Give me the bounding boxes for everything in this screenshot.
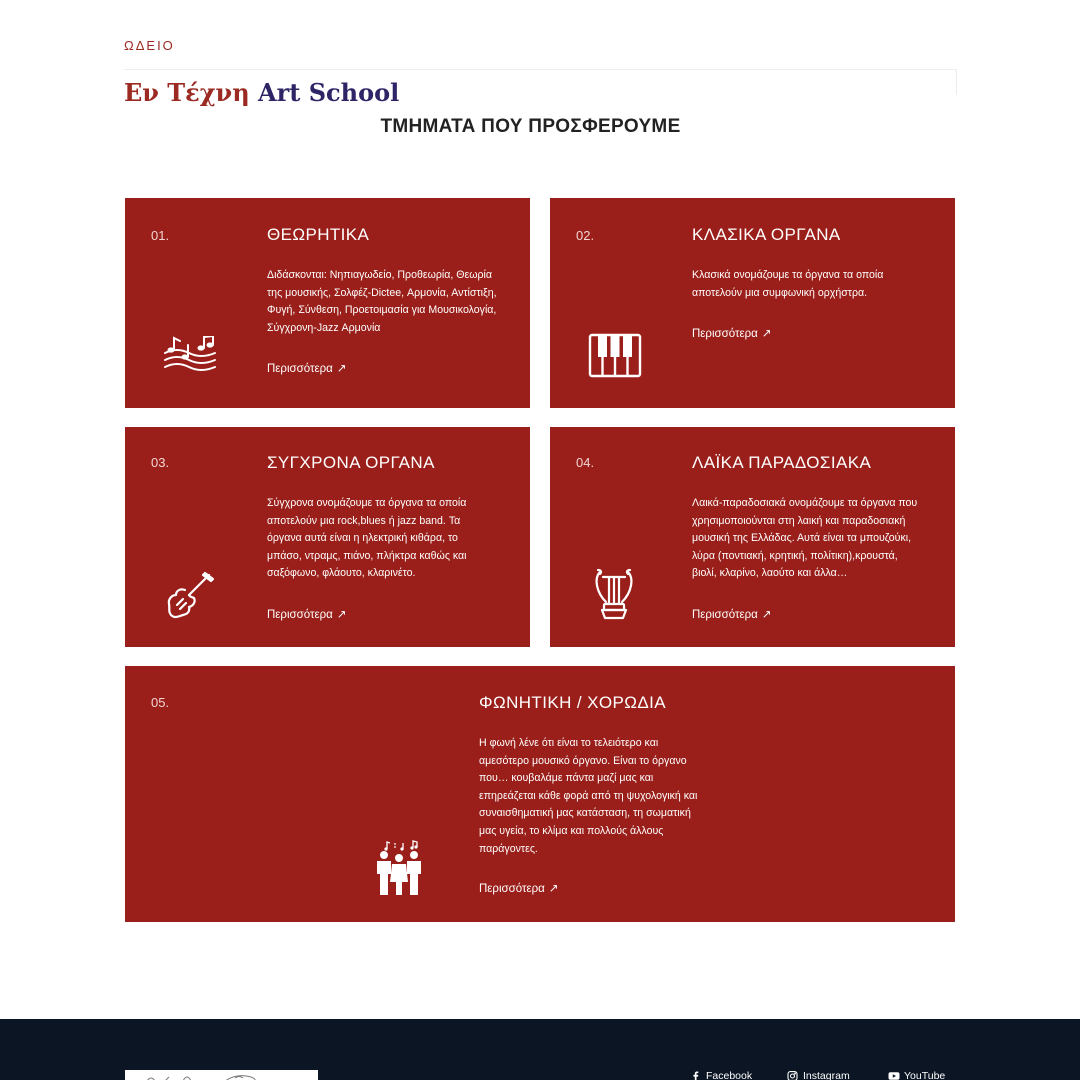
- more-link[interactable]: [267, 361, 346, 375]
- social-label: Facebook: [706, 1070, 753, 1080]
- card-title: ΚΛΑΣΙΚΑ ΟΡΓΑΝΑ: [692, 225, 841, 244]
- instagram-icon: [787, 1071, 798, 1080]
- site-footer: [0, 1019, 1080, 1080]
- logo-text-greek: Εν Τέχνη: [124, 78, 250, 107]
- more-link[interactable]: [479, 881, 558, 895]
- arrow-up-right-icon: ↗: [548, 883, 559, 895]
- card-number: 01.: [151, 228, 170, 243]
- footer-logo[interactable]: [125, 1070, 318, 1080]
- card-title: ΘΕΩΡΗΤΙΚΑ: [267, 225, 370, 244]
- card-description: Η φωνή λένε ότι είναι το τελειότερο και αμεσότερο μουσικό όργανο. Είναι το όργανο που… κουβαλάμε πάντα μαζί μας και επηρεάζεται κάθε φορά από τη ψυχολογική και συναισθηματική μας κατάσταση, τη σωματική μας υγεία, το κλίμα και πολλούς άλλους παράγοντες.: [479, 737, 698, 855]
- department-card-classical: [550, 198, 955, 408]
- department-card-vocal: [125, 666, 955, 922]
- more-link[interactable]: [692, 326, 771, 340]
- card-title: ΛΑΪΚΑ ΠΑΡΑΔΟΣΙΑΚΑ: [692, 453, 872, 472]
- more-link[interactable]: [692, 607, 771, 621]
- youtube-icon: [888, 1071, 899, 1080]
- card-number: 05.: [151, 695, 170, 710]
- department-card-modern: [125, 427, 530, 647]
- music-notes-icon: [163, 336, 217, 374]
- footer-logo-sketch-icon: [125, 1071, 318, 1080]
- page-title: ΤΜΗΜΑΤΑ ΠΟΥ ΠΡΟΣΦΕΡΟΥΜΕ: [380, 116, 681, 137]
- arrow-up-right-icon: ↗: [761, 609, 772, 621]
- choir-singers-icon: [375, 840, 423, 896]
- more-link-label: Περισσότερα: [267, 609, 333, 621]
- arrow-up-right-icon: ↗: [336, 609, 347, 621]
- card-number: 03.: [151, 455, 170, 470]
- card-title: ΦΩΝΗΤΙΚΗ / ΧΟΡΩΔΙΑ: [479, 693, 666, 712]
- social-link-facebook[interactable]: [690, 1070, 752, 1080]
- card-number: 04.: [576, 455, 595, 470]
- header-divider: [124, 69, 956, 70]
- more-link-label: Περισσότερα: [692, 328, 758, 340]
- more-link[interactable]: [267, 607, 346, 621]
- card-description: Σύγχρονα ονομάζουμε τα όργανα τα οποία αποτελούν μια rock,blues ή jazz band. Τα όργανα αυτά είναι η ηλεκτρική κιθάρα, το μπάσο, ντραμς, πιάνο, πλήκτρα καθώς και σαξόφωνο, φλάουτο, κλαρινέτο.: [267, 497, 467, 580]
- header-divider-edge: [956, 69, 957, 95]
- electric-guitar-icon: [165, 571, 215, 619]
- social-link-youtube[interactable]: [888, 1070, 945, 1080]
- department-card-traditional: [550, 427, 955, 647]
- arrow-up-right-icon: ↗: [761, 328, 772, 340]
- social-label: Instagram: [803, 1070, 850, 1080]
- department-card-theoretical: [125, 198, 530, 408]
- facebook-icon: [690, 1071, 701, 1080]
- social-link-instagram[interactable]: [787, 1070, 850, 1080]
- card-description: Κλασικά ονομάζουμε τα όργανα τα οποία αποτελούν μια συμφωνική ορχήστρα.: [692, 269, 884, 299]
- social-label: YouTube: [904, 1070, 946, 1080]
- card-title: ΣΥΓΧΡΟΝΑ ΟΡΓΑΝΑ: [267, 453, 435, 472]
- more-link-label: Περισσότερα: [479, 883, 545, 895]
- arrow-up-right-icon: ↗: [336, 363, 347, 375]
- site-eyebrow: ΩΔΕΙΟ: [124, 38, 175, 53]
- logo-text-latin: Art School: [258, 78, 400, 107]
- card-description: Λαικά-παραδοσιακά ονομάζουμε τα όργανα που χρησιμοποιούνται στη λαική και παραδοσιακή μουσική της Ελλάδας. Αυτά είναι τα μπουζούκι, λύρα (ποντιακή, κρητική, πολίτικη),κρουστά, βιολί, κλαρίνο, λαούτο και άλλα…: [692, 497, 918, 580]
- more-link-label: Περισσότερα: [267, 363, 333, 375]
- card-number: 02.: [576, 228, 595, 243]
- card-description: Διδάσκονται: Νηπιαγωδείο, Προθεωρία, Θεωρία της μουσικής, Σολφέζ-Dictee, Αρμονία, Αντίστιξη, Φυγή, Σύνθεση, Προετοιμασία για Μουσικολογία, Σύγχρονη-Jazz Αρμονία: [267, 269, 497, 334]
- piano-keys-icon: [588, 333, 642, 378]
- lyre-icon: [594, 568, 634, 622]
- site-logo[interactable]: [124, 78, 399, 107]
- more-link-label: Περισσότερα: [692, 609, 758, 621]
